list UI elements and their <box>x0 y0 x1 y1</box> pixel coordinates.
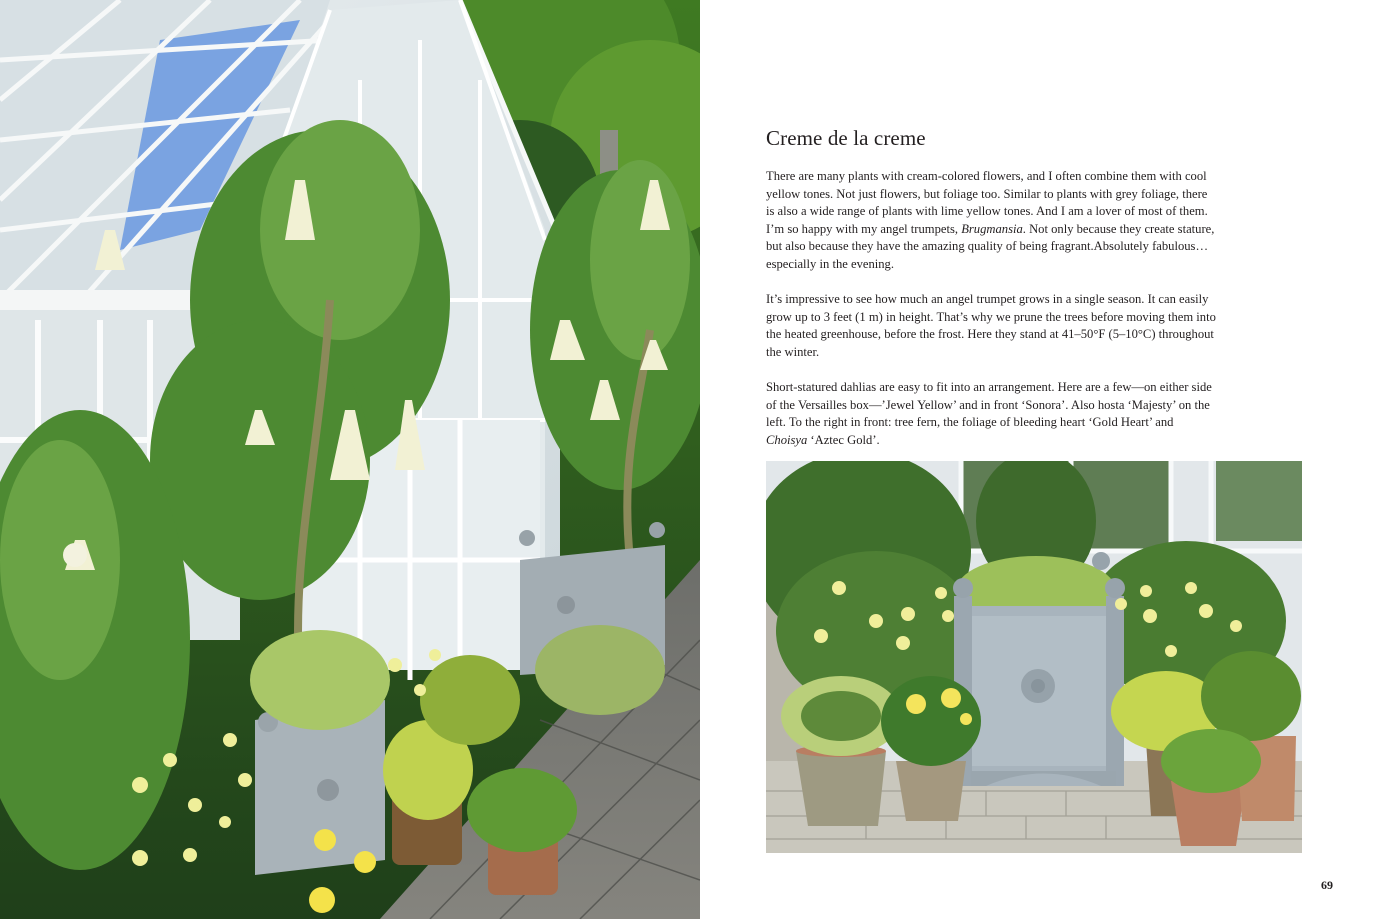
page-number: 69 <box>1321 878 1333 892</box>
paragraph-3-text-b: ‘Aztec Gold’. <box>807 432 880 447</box>
paragraph-1-text-b: . Not only because they create stature, but also because they have the amazing quality of being fragrant.Absolutely fabulous… especially in the evening. <box>766 221 1215 271</box>
paragraph-2: It’s impressive to see how much an angel trumpet grows in a single season. It can easily grow up to 3 feet (1 m) in height. That’s why we prune the trees before moving them into the heated greenhouse, before the frost. Here they stand at 41–50°F (5–10°C) throughout the winter. <box>766 292 1216 359</box>
paragraph-1-italic-brugmansia: Brugmansia <box>961 221 1023 236</box>
versailles-planter-photo <box>766 461 1302 853</box>
planter-photo-illustration <box>766 461 1302 853</box>
paragraph-1 <box>766 168 1216 273</box>
paragraph-3-text-a: Short-statured dahlias are easy to fit into an arrangement. Here are a few—on either side of the Versailles box—’Jewel Yellow’ and in front ‘Sonora’. Also hosta ‘Majesty’ on the left. To the right in front: tree fern, the foliage of bleeding heart ‘Gold Heart’ and <box>766 380 1212 429</box>
paragraph-3 <box>766 379 1216 449</box>
right-page <box>700 0 1400 919</box>
paragraph-1-text-a: There are many plants with cream-colored flowers, and I often combine them with cool yellow tones. Not just flowers, but foliage too. Similar to plants with grey foliage, there is also a wide range of plants with lime yellow tones. And I am a lover of most of them. I’m so happy with my angel trumpets, <box>766 169 1208 236</box>
paragraph-3-italic-choisya: Choisya <box>766 432 808 447</box>
section-heading: Creme de la creme <box>766 126 926 150</box>
